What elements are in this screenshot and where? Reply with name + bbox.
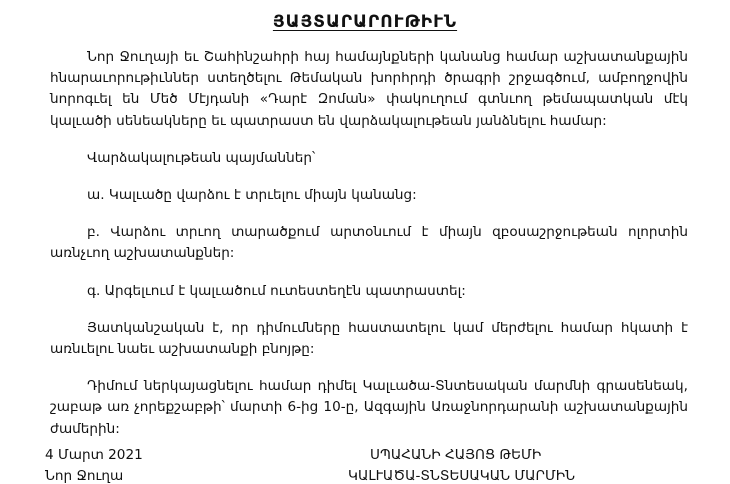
paragraph-intro: Նոր Ջուղայի եւ Շահինշահրի հայ համայնքների կանանց համար աշխատանքային հնարաւորութիւններ ստեղծելու Թեմական խորհրդի ծրագրի շրջագծում, ամբողջովին նորոգւել են Մեծ Մէյդանի «Դարէ Զոման» փակուղում գտնւող թեմապատկան մէկ կալւածի սենեակները եւ պատրաստ են վարձակալութեան յանձնելու համար: xyxy=(50,49,688,129)
announcement-body xyxy=(50,47,688,440)
paragraph-application: Դիմում ներկայացնելու համար դիմել Կալւածա-Տնտեսական մարմնի գրասենեակ, շաբաթ առ չորեքշաբթի՝ մարտի 6-ից 10-ը, Ազգային Առաջնորդարանի աշխատանքային ժամերին: xyxy=(50,378,688,437)
footer-org-line1: ՍՊԱՀԱՆԻ ՀԱՅՈՑ ԹԵՄԻ xyxy=(370,447,542,463)
footer-org-line2: ԿԱԼՒԱԾԱ-ՏՆՏԵՍԱԿԱՆ ՄԱՐՄԻՆ xyxy=(348,468,576,484)
paragraph-condition-b: բ. Վարձու տրւող տարածքում արտօնւում է միայն զբօսաշրջութեան ոլորտին առնչւող աշխատանքներ: xyxy=(50,224,688,262)
footer-organization xyxy=(348,445,690,484)
announcement-title-text: ՅԱՅՏԱՐԱՐՈՒԹԻՒՆ xyxy=(272,12,458,32)
footer-date-place xyxy=(45,445,295,484)
paragraph-conditions-heading: Վարձակալութեան պայմաններ՝ xyxy=(87,149,316,166)
announcement-title xyxy=(0,12,730,32)
footer-place: Նոր Ջուղա xyxy=(45,468,124,484)
paragraph-condition-a: ա. Կալւածը վարձու է տրւելու միայն կանանց: xyxy=(87,187,417,204)
paragraph-note: Յատկանշական է, որ դիմումները հաստատելու կամ մերժելու համար հկատի է առնւելու նաեւ աշխատանքի բնոյթը: xyxy=(50,319,688,358)
paragraph-condition-c: գ. Արգելւում է կալւածում ուտեստեղէն պատրաստել: xyxy=(87,282,466,299)
footer-date: 4 Մարտ 2021 xyxy=(45,447,143,463)
